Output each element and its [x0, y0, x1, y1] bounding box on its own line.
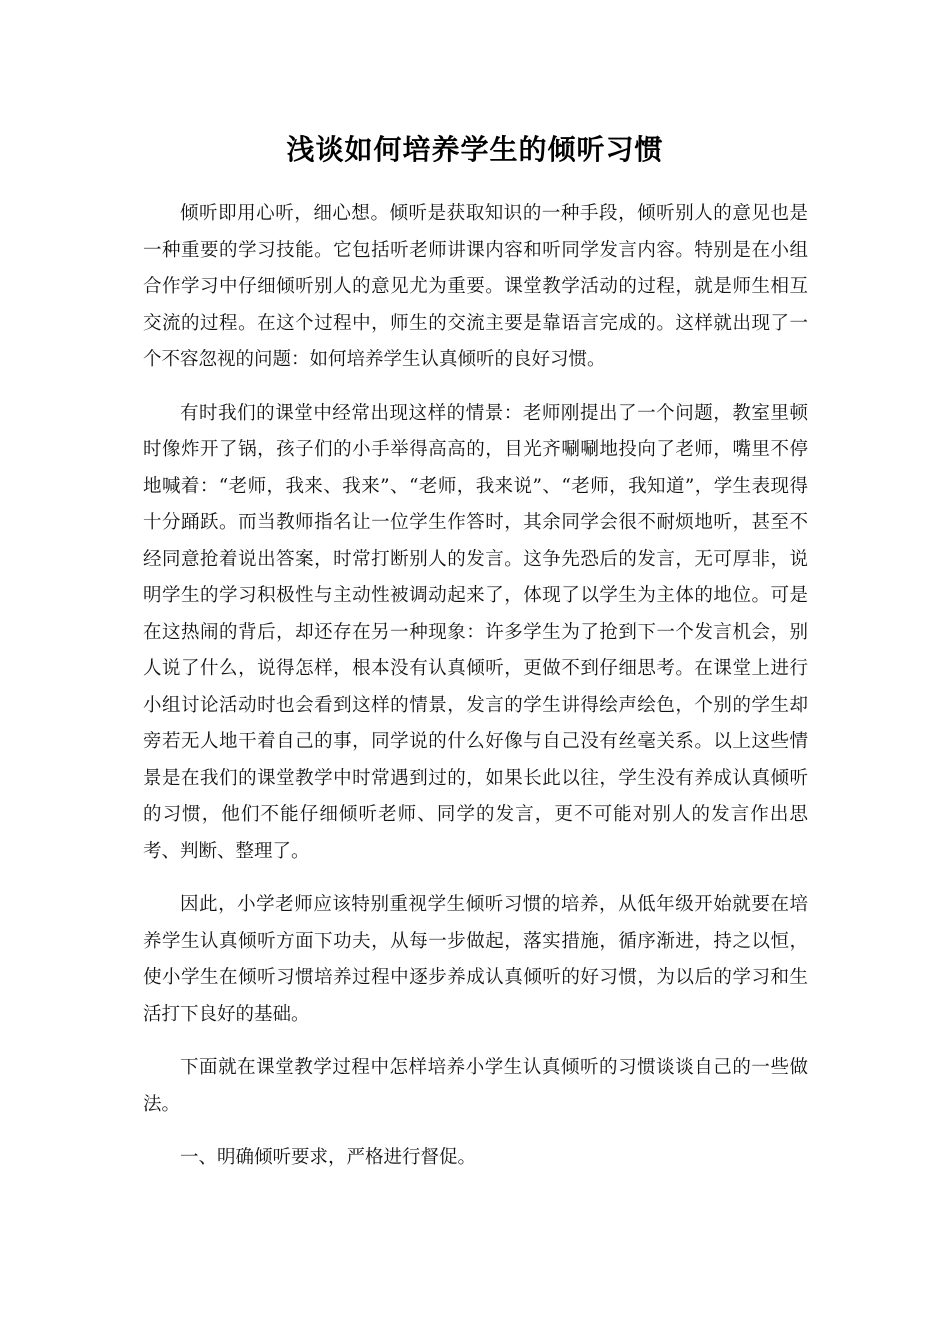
document-body	[143, 196, 808, 1194]
paragraph-1: 倾听即用心听，细心想。倾听是获取知识的一种手段，倾听别人的意见也是一种重要的学习技能。它包括听老师讲课内容和听同学发言内容。特别是在小组合作学习中仔细倾听别人的意见尤为重要。课堂教学活动的过程，就是师生相互交流的过程。在这个过程中，师生的交流主要是靠语言完成的。这样就出现了一个不容忽视的问题：如何培养学生认真倾听的良好习惯。	[143, 203, 808, 370]
document-title: 浅谈如何培养学生的倾听习惯	[286, 133, 664, 166]
section-heading-1: 一、明确倾听要求，严格进行督促。	[180, 1147, 477, 1168]
paragraph-2: 有时我们的课堂中经常出现这样的情景：老师刚提出了一个问题，教室里顿时像炸开了锅，孩子们的小手举得高高的，目光齐唰唰地投向了老师，嘴里不停地喊着：“老师，我来、我来”、“老师，我来说”、“老师，我知道”，学生表现得十分踊跃。而当教师指名让一位学生作答时，其余同学会很不耐烦地听，甚至不经同意抢着说出答案，时常打断别人的发言。这争先恐后的发言，无可厚非，说明学生的学习积极性与主动性被调动起来了，体现了以学生为主体的地位。可是在这热闹的背后，却还存在另一种现象：许多学生为了抢到下一个发言机会，别人说了什么，说得怎样，根本没有认真倾听，更做不到仔细思考。在课堂上进行小组讨论活动时也会看到这样的情景，发言的学生讲得绘声绘色，个别的学生却旁若无人地干着自己的事，同学说的什么好像与自己没有丝毫关系。以上这些情景是在我们的课堂教学中时常遇到过的，如果长此以往，学生没有养成认真倾听的习惯，他们不能仔细倾听老师、同学的发言，更不可能对别人的发言作出思考、判断、整理了。	[143, 402, 808, 862]
paragraph-4: 下面就在课堂教学过程中怎样培养小学生认真倾听的习惯谈谈自己的一些做法。	[143, 1057, 808, 1115]
paragraph-3: 因此，小学老师应该特别重视学生倾听习惯的培养，从低年级开始就要在培养学生认真倾听方面下功夫，从每一步做起，落实措施，循序渐进，持之以恒，使小学生在倾听习惯培养过程中逐步养成认真倾听的好习惯，为以后的学习和生活打下良好的基础。	[143, 894, 808, 1025]
